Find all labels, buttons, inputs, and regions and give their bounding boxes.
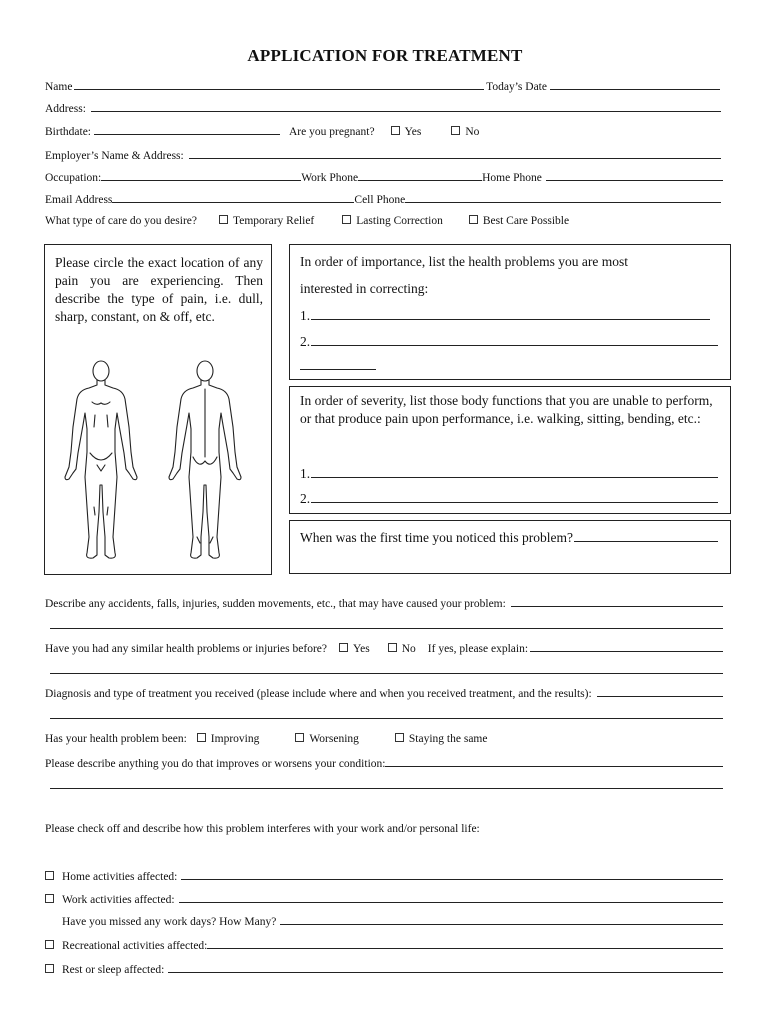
work-phone-label: Work Phone	[301, 172, 359, 184]
first-time-box	[289, 520, 731, 574]
recreational-label: Recreational activities affected:	[62, 940, 208, 952]
diagnosis-label: Diagnosis and type of treatment you received (please include where and when you received treatment, and the results):	[45, 688, 592, 700]
severity-item-2	[300, 490, 720, 507]
birthdate-label: Birthdate:	[45, 126, 91, 138]
severity-item-1	[300, 465, 720, 482]
importance-item-1-field[interactable]	[311, 307, 710, 320]
first-time-label: When was the first time you noticed this problem?	[300, 530, 573, 545]
pregnant-label: Are you pregnant?	[289, 126, 375, 138]
improving-label: Improving	[210, 733, 260, 745]
name-row	[45, 79, 723, 93]
page-title: APPLICATION FOR TREATMENT	[247, 46, 523, 65]
rest-row	[45, 962, 723, 976]
recreational-field[interactable]	[207, 938, 723, 949]
rest-label: Rest or sleep affected:	[62, 964, 165, 976]
importance-item-1	[300, 307, 712, 324]
work-field[interactable]	[179, 892, 723, 903]
pain-location-box	[44, 244, 272, 575]
accidents-continuation-line[interactable]	[50, 628, 723, 629]
similar-row	[45, 641, 723, 655]
home-phone-field[interactable]	[546, 170, 723, 181]
severity-item-1-number: 1.	[300, 466, 311, 481]
staying-same-label: Staying the same	[408, 733, 488, 745]
worsening-checkbox[interactable]	[295, 733, 304, 742]
severity-item-1-field[interactable]	[311, 465, 718, 478]
importance-item-2-number: 2.	[300, 334, 311, 349]
similar-continuation-line[interactable]	[50, 673, 723, 674]
care-lasting-checkbox[interactable]	[342, 215, 351, 224]
importance-item-1-number: 1.	[300, 308, 311, 323]
care-temporary-label: Temporary Relief	[233, 215, 315, 227]
missed-row	[62, 914, 723, 928]
similar-yes-label: Yes	[352, 643, 370, 655]
body-diagram[interactable]	[59, 357, 259, 569]
health-status-row	[45, 733, 723, 747]
explain-label: If yes, please explain:	[427, 643, 529, 655]
address-row	[45, 101, 723, 115]
first-time-field[interactable]	[574, 529, 718, 542]
home-label: Home activities affected:	[62, 871, 178, 883]
similar-no-label: No	[401, 643, 416, 655]
name-label: Name	[45, 81, 73, 93]
work-row	[45, 892, 723, 906]
birthdate-row	[45, 124, 723, 138]
employer-row	[45, 148, 723, 162]
work-checkbox[interactable]	[45, 894, 54, 903]
todays-date-label: Today’s Date	[486, 81, 547, 93]
care-temporary-checkbox[interactable]	[219, 215, 228, 224]
interferes-label: Please check off and describe how this problem interferes with your work and/or personal life:	[45, 823, 480, 835]
body-back-figure	[169, 361, 241, 558]
employer-label: Employer’s Name & Address:	[45, 150, 184, 162]
improving-checkbox[interactable]	[197, 733, 206, 742]
first-time-row	[300, 529, 720, 546]
care-row	[45, 215, 723, 229]
home-field[interactable]	[181, 869, 723, 880]
care-best-checkbox[interactable]	[469, 215, 478, 224]
recreational-checkbox[interactable]	[45, 940, 54, 949]
similar-yes-checkbox[interactable]	[339, 643, 348, 652]
importance-box	[289, 244, 731, 380]
cell-phone-label: Cell Phone	[354, 194, 406, 206]
improves-label: Please describe anything you do that improves or worsens your condition:	[45, 758, 386, 770]
work-label: Work activities affected:	[62, 894, 175, 906]
worsening-label: Worsening	[309, 733, 359, 745]
address-label: Address:	[45, 103, 86, 115]
birthdate-field[interactable]	[94, 124, 280, 135]
care-best-label: Best Care Possible	[482, 215, 570, 227]
staying-same-checkbox[interactable]	[395, 733, 404, 742]
importance-item-2	[300, 333, 720, 350]
address-field[interactable]	[91, 101, 721, 112]
importance-item-2-continuation[interactable]	[300, 358, 376, 370]
accidents-label: Describe any accidents, falls, injuries, sudden movements, etc., that may have caused your problem:	[45, 598, 506, 610]
severity-item-2-number: 2.	[300, 491, 311, 506]
cell-phone-field[interactable]	[405, 192, 721, 203]
email-label: Email Address	[45, 194, 113, 206]
body-front-figure	[65, 361, 137, 558]
pregnant-yes-checkbox[interactable]	[391, 126, 400, 135]
work-phone-field[interactable]	[358, 170, 482, 181]
name-field[interactable]	[74, 79, 484, 90]
home-row	[45, 869, 723, 883]
todays-date-field[interactable]	[550, 79, 720, 90]
explain-field[interactable]	[530, 641, 723, 652]
occupation-row	[45, 170, 723, 184]
importance-line2: interested in correcting:	[300, 281, 429, 296]
pain-instructions: Please circle the exact location of any pain you are experiencing. Then describe the type of pain, i.e. dull, sharp, constant, on & off, etc.	[55, 255, 263, 324]
email-row	[45, 192, 723, 206]
pregnant-no-label: No	[465, 126, 480, 138]
email-field[interactable]	[112, 192, 354, 203]
diagnosis-row	[45, 686, 723, 700]
similar-label: Have you had any similar health problems or injuries before?	[45, 643, 327, 655]
rest-checkbox[interactable]	[45, 964, 54, 973]
severity-box	[289, 386, 731, 514]
care-label: What type of care do you desire?	[45, 215, 197, 227]
pregnant-yes-label: Yes	[404, 126, 422, 138]
severity-item-2-field[interactable]	[311, 490, 718, 503]
pregnant-no-checkbox[interactable]	[451, 126, 460, 135]
care-lasting-label: Lasting Correction	[356, 215, 443, 227]
diagnosis-continuation-line[interactable]	[50, 718, 723, 719]
accidents-row	[45, 596, 723, 610]
importance-item-2-field[interactable]	[311, 333, 718, 346]
similar-no-checkbox[interactable]	[388, 643, 397, 652]
improves-row	[45, 756, 723, 770]
importance-line1: In order of importance, list the health problems you are most	[300, 254, 629, 269]
improves-continuation-line[interactable]	[50, 788, 723, 789]
diagnosis-field[interactable]	[597, 686, 723, 697]
missed-field[interactable]	[280, 914, 723, 925]
occupation-label: Occupation:	[45, 172, 102, 184]
employer-field[interactable]	[189, 148, 721, 159]
home-phone-label: Home Phone	[482, 172, 542, 184]
rest-field[interactable]	[168, 962, 723, 973]
health-status-label: Has your health problem been:	[45, 733, 187, 745]
improves-field[interactable]	[385, 756, 723, 767]
recreational-row	[45, 938, 723, 952]
missed-label: Have you missed any work days? How Many?	[62, 916, 277, 928]
occupation-field[interactable]	[101, 170, 301, 181]
accidents-field[interactable]	[511, 596, 723, 607]
interferes-row	[45, 823, 723, 837]
home-checkbox[interactable]	[45, 871, 54, 880]
severity-text: In order of severity, list those body functions that you are unable to perform, or that produce pain upon performance, i.e. walking, sitting, bending, etc.:	[300, 393, 713, 426]
